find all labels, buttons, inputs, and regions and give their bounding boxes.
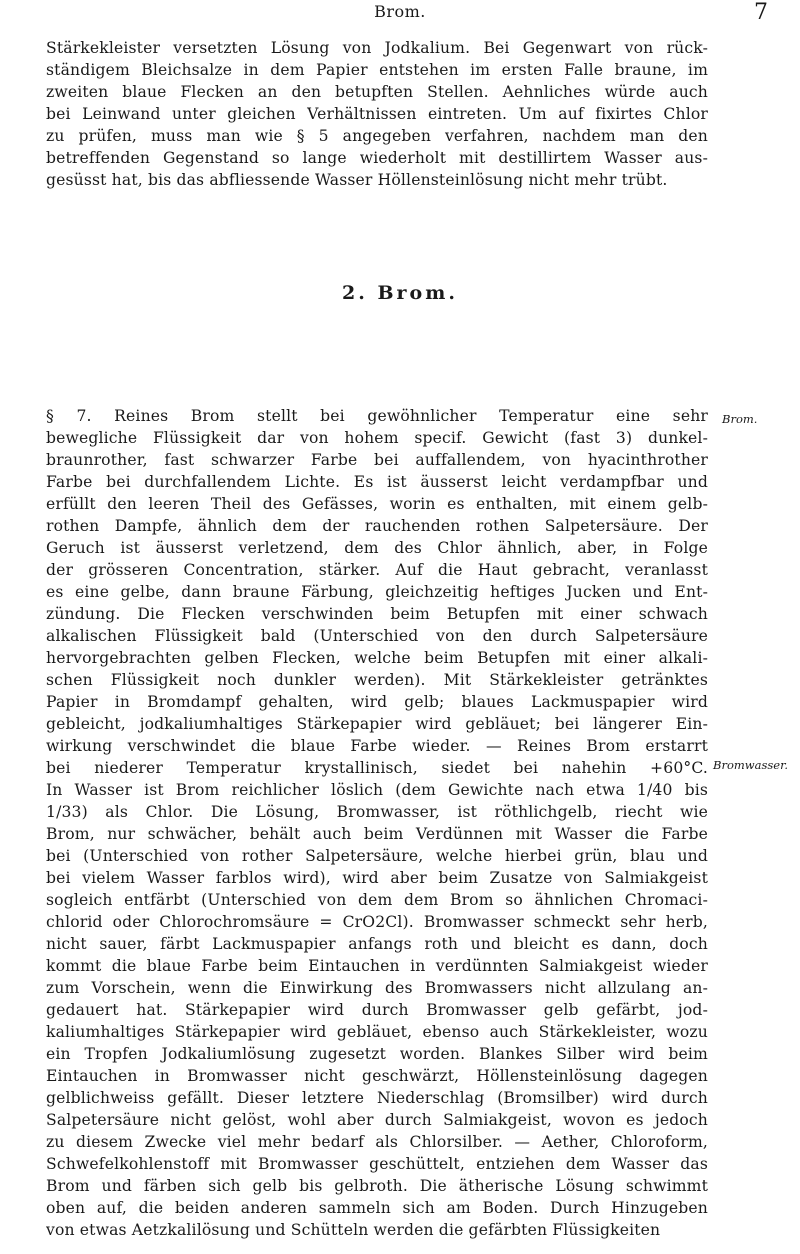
text-line: kommt die blaue Farbe beim Eintauchen in verdünnten Salmiakgeist wieder (46, 957, 708, 975)
text-line: Papier in Bromdampf gehalten, wird gelb; blaues Lackmuspapier wird (46, 693, 708, 711)
text-line: bei (Unterschied von rother Salpetersäure, welche hierbei grün, blau und (46, 847, 708, 865)
text-line: bewegliche Flüssigkeit dar von hohem specif. Gewicht (fast 3) dunkel- (46, 429, 708, 447)
text-line: Brom, nur schwächer, behält auch beim Verdünnen mit Wasser die Farbe (46, 825, 708, 843)
text-line: wirkung verschwindet die blaue Farbe wieder. — Reines Brom erstarrt (46, 737, 708, 755)
page-number: 7 (754, 0, 768, 25)
text-line: gebleicht, jodkaliumhaltiges Stärkepapier wird gebläuet; bei längerer Ein- (46, 715, 708, 733)
page-header (0, 0, 800, 25)
text-line: bei niederer Temperatur krystallinisch, siedet bei nahehin +60°C. (46, 759, 708, 777)
text-line: bei Leinwand unter gleichen Verhältnissen eintreten. Um auf fixirtes Chlor (46, 105, 708, 123)
paragraph-brom (46, 405, 708, 1241)
text-line: gesüsst hat, bis das abfliessende Wasser Höllensteinlösung nicht mehr trübt. (46, 171, 668, 189)
text-line: Brom und färben sich gelb bis gelbroth. Die ätherische Lösung schwimmt (46, 1177, 708, 1195)
margin-note-brom: Brom. (722, 412, 758, 426)
text-line: der grösseren Concentration, stärker. Auf die Haut gebracht, veranlasst (46, 561, 708, 579)
text-line: Salpetersäure nicht gelöst, wohl aber durch Salmiakgeist, wovon es jedoch (46, 1111, 708, 1129)
text-line: oben auf, die beiden anderen sammeln sich am Boden. Durch Hinzugeben (46, 1199, 708, 1217)
text-line: Farbe bei durchfallendem Lichte. Es ist äusserst leicht verdampfbar und (46, 473, 708, 491)
text-line: In Wasser ist Brom reichlicher löslich (dem Gewichte nach etwa 1/40 bis (46, 781, 708, 799)
text-line: hervorgebrachten gelben Flecken, welche beim Betupfen mit einer alkali- (46, 649, 708, 667)
section-heading: 2. Brom. (342, 282, 458, 304)
text-line: ein Tropfen Jodkaliumlösung zugesetzt worden. Blankes Silber wird beim (46, 1045, 708, 1063)
text-line: zweiten blaue Flecken an den betupften Stellen. Aehnliches würde auch (46, 83, 708, 101)
text-line: Schwefelkohlenstoff mit Bromwasser geschüttelt, entziehen dem Wasser das (46, 1155, 708, 1173)
text-line: Geruch ist äusserst verletzend, dem des Chlor ähnlich, aber, in Folge (46, 539, 708, 557)
text-line: chlorid oder Chlorochromsäure = CrO2Cl). Bromwasser schmeckt sehr herb, (46, 913, 708, 931)
text-line: gelblichweiss gefällt. Dieser letztere Niederschlag (Bromsilber) wird durch (46, 1089, 708, 1107)
text-line: bei vielem Wasser farblos wird), wird aber beim Zusatze von Salmiakgeist (46, 869, 708, 887)
text-line: kaliumhaltiges Stärkepapier wird gebläuet, ebenso auch Stärkekleister, wozu (46, 1023, 708, 1041)
text-line: gedauert hat. Stärkepapier wird durch Bromwasser gelb gefärbt, jod- (46, 1001, 708, 1019)
text-line: schen Flüssigkeit noch dunkler werden). Mit Stärkekleister getränktes (46, 671, 708, 689)
text-line: sogleich entfärbt (Unterschied von dem dem Brom so ähnlichen Chromaci- (46, 891, 708, 909)
text-line: § 7. Reines Brom stellt bei gewöhnlicher Temperatur eine sehr (46, 407, 708, 425)
text-line: braunrother, fast schwarzer Farbe bei auffallendem, von hyacinthrother (46, 451, 708, 469)
paragraph-continuation (46, 37, 708, 191)
text-line: Stärkekleister versetzten Lösung von Jodkalium. Bei Gegenwart von rück- (46, 39, 708, 57)
running-title: Brom. (374, 2, 426, 21)
text-line: von etwas Aetzkalilösung und Schütteln werden die gefärbten Flüssigkeiten (46, 1221, 661, 1239)
text-line: nicht sauer, färbt Lackmuspapier anfangs roth und bleicht es dann, doch (46, 935, 708, 953)
text-line: rothen Dampfe, ähnlich dem der rauchenden rothen Salpetersäure. Der (46, 517, 708, 535)
text-line: erfüllt den leeren Theil des Gefässes, worin es enthalten, mit einem gelb- (46, 495, 708, 513)
text-line: ständigem Bleichsalze in dem Papier entstehen im ersten Falle braune, im (46, 61, 708, 79)
text-line: Eintauchen in Bromwasser nicht geschwärzt, Höllensteinlösung dagegen (46, 1067, 708, 1085)
text-line: betreffenden Gegenstand so lange wiederholt mit destillirtem Wasser aus- (46, 149, 708, 167)
text-line: zu prüfen, muss man wie § 5 angegeben verfahren, nachdem man den (46, 127, 708, 145)
text-line: 1/33) als Chlor. Die Lösung, Bromwasser, ist röthlichgelb, riecht wie (46, 803, 708, 821)
margin-note-bromwasser: Bromwasser. (713, 758, 788, 772)
text-line: zündung. Die Flecken verschwinden beim Betupfen mit einer schwach (46, 605, 708, 623)
text-line: es eine gelbe, dann braune Färbung, gleichzeitig heftiges Jucken und Ent- (46, 583, 708, 601)
text-line: zum Vorschein, wenn die Einwirkung des Bromwassers nicht allzulang an- (46, 979, 708, 997)
text-line: alkalischen Flüssigkeit bald (Unterschied von den durch Salpetersäure (46, 627, 708, 645)
text-line: zu diesem Zwecke viel mehr bedarf als Chlorsilber. — Aether, Chloroform, (46, 1133, 708, 1151)
